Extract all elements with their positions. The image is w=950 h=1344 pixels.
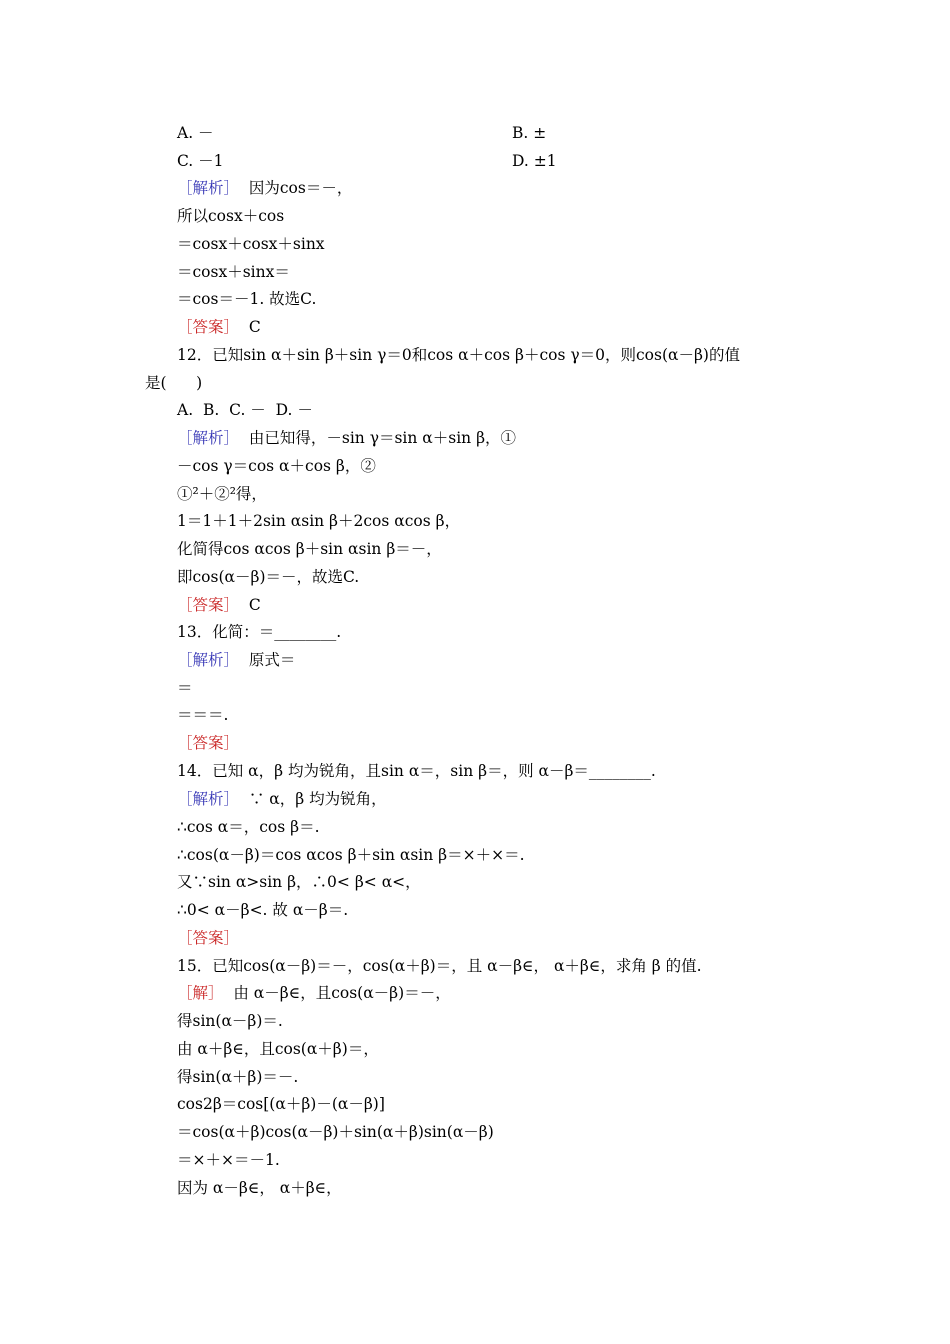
answer-tag: ［答案］ [177,734,240,752]
answer-text: C [239,596,261,614]
q11-option-c: C. －1 [177,152,224,170]
q14-line: 又∵sin α>sin β，∴0< β< α<， [177,873,421,891]
q13-line: ＝＝＝. [177,706,229,724]
q12-line: 化简得cos αcos β＋sin αsin β＝－， [177,540,442,558]
q12-stem-cont: 是( ) [145,374,203,392]
answer-tag: ［答案］ [177,318,240,336]
q12-line: 1＝1＋1＋2sin αsin β＋2cos αcos β， [177,512,461,530]
solution-tag: ［解］ [177,984,224,1002]
q15-line: cos2β＝cos[(α＋β)－(α－β)] [177,1095,385,1113]
analysis-tag: ［解析］ [177,179,240,197]
q15-solution [177,983,451,1003]
q13-answer [177,733,239,753]
q11-option-a: A. － [177,124,214,142]
q14-line: ∴cos(α－β)＝cos αcos β＋sin αsin β＝×＋×＝. [177,846,525,864]
q14-analysis [177,789,387,809]
q14-line: ∴0< α－β<. 故 α－β＝. [177,901,349,919]
q15-line: 得sin(α－β)＝. [177,1012,283,1030]
q11-line: ＝cosx＋cosx＋sinx [177,235,325,253]
q15-line: 由 α＋β∈，且cos(α＋β)＝， [177,1040,379,1058]
q11-analysis [177,178,352,198]
q15-line: 得sin(α＋β)＝－. [177,1068,299,1086]
q11-option-b: B. ± [512,124,547,142]
answer-tag: ［答案］ [177,929,240,947]
analysis-tag: ［解析］ [177,651,240,669]
q14-stem: 14．已知 α，β 均为锐角，且sin α＝，sin β＝，则 α－β＝________. [177,762,656,780]
q12-options: A. B. C. － D. － [177,401,313,419]
q11-line: ＝cosx＋sinx＝ [177,263,290,281]
q12-line: －cos γ＝cos α＋cos β，② [177,457,376,475]
q12-stem: 12．已知sin α＋sin β＋sin γ＝0和cos α＋cos β＋cos γ＝0，则cos(α－β)的值 [177,346,740,364]
analysis-tag: ［解析］ [177,429,240,447]
q12-analysis [177,428,516,448]
q14-answer [177,928,239,948]
q12-answer [177,595,261,615]
q13-analysis [177,650,295,670]
answer-tag: ［答案］ [177,596,240,614]
q15-line: ＝cos(α＋β)cos(α－β)＋sin(α＋β)sin(α－β) [177,1123,494,1141]
q15-line: ＝×＋×＝－1. [177,1151,280,1169]
q11-line: ＝cos＝－1. 故选C. [177,290,317,308]
q13-stem: 13．化简：＝________. [177,623,342,641]
solution-text: 由 α－β∈，且cos(α－β)＝－， [223,984,451,1002]
q11-line: 所以cosx＋cos [177,207,285,225]
q12-line: ①²＋②²得， [177,485,267,503]
q11-answer [177,317,261,337]
analysis-text: 由已知得，－sin γ＝sin α＋sin β，① [239,429,517,447]
q15-line: 因为 α－β∈， α＋β∈， [177,1179,342,1197]
answer-text: C [239,318,261,336]
analysis-text: 原式＝ [239,651,296,669]
q14-line: ∴cos α＝，cos β＝. [177,818,320,836]
analysis-text: ∵ α，β 均为锐角， [239,790,387,808]
q12-line: 即cos(α－β)＝－，故选C. [177,568,360,586]
analysis-text: 因为cos＝－， [239,179,353,197]
q15-stem: 15．已知cos(α－β)＝－，cos(α＋β)＝，且 α－β∈， α＋β∈，求角 β 的值. [177,957,702,975]
q11-option-d: D. ±1 [512,152,557,170]
analysis-tag: ［解析］ [177,790,240,808]
q13-line: ＝ [177,679,193,697]
